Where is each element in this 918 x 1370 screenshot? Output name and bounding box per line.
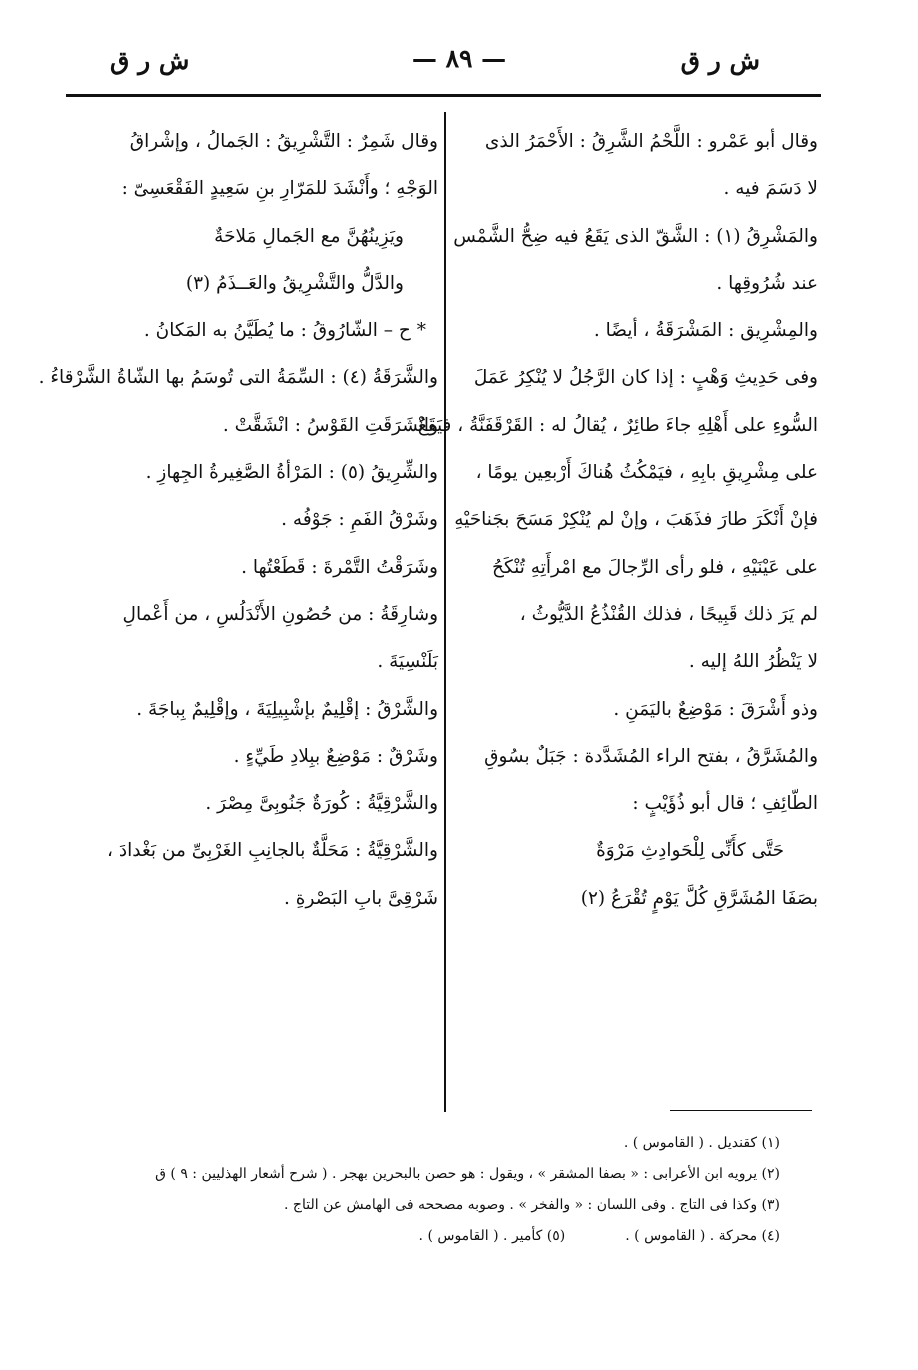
text-line: شَرْقِىَّ بابِ البَصْرةِ .: [284, 887, 438, 909]
text-line: الطّائِفِ ؛ قال أبو ذُؤَيْبٍ :: [632, 793, 818, 815]
text-line: لا دَسَمَ فيه .: [723, 178, 818, 200]
right-column: [417, 118, 818, 922]
column-divider: [444, 112, 446, 1112]
left-column: [38, 118, 438, 922]
text-line: على عَيْنَيْهِ ، فلو رأى الرِّجالَ مع امْرأَتِهِ تُنْكَحُ: [492, 556, 818, 578]
footnote-4: (٤) محركة . ( القاموس ) .: [625, 1228, 780, 1244]
text-line: والمِشْرِيق : المَشْرَقَةُ ، أيضًا .: [593, 320, 818, 342]
footnote-row: [80, 1221, 780, 1252]
text-line: وشَرَقْتُ التَّمْرةَ : قَطَعْتُها .: [241, 556, 438, 578]
verse-line: حَتَّى كأَنِّى لِلْحَوادِثِ مَرْوَةٌ: [596, 840, 784, 862]
text-line: وشارِقَةُ : من حُصُونِ الأَنْدَلُسِ ، من أَعْمالِ: [122, 603, 438, 625]
text-line: وشَرْقٌ : مَوْضِعٌ ببِلادِ طَيِّءٍ .: [233, 745, 438, 767]
running-head-left: ش ر ق: [110, 46, 190, 75]
text-line: وذو أَشْرَقَ : مَوْضِعٌ باليَمَنِ .: [613, 698, 818, 720]
text-line: الوَجْهِ ؛ وأَنْشَدَ للمَرّارِ بنِ سَعِيدٍ الفَقْعَسِىّ :: [121, 178, 438, 200]
text-line: وفى حَدِيثِ وَهْبٍ : إذا كان الرَّجُلُ لا يُنْكِرُ عَمَلَ: [473, 367, 818, 389]
text-line: والشَّرْقُ : إقْلِيمٌ بإشْبِيلِيَةَ ، وإقْلِيمٌ بِباجَةَ .: [136, 698, 438, 720]
text-line: بَلَنْسِيَةَ .: [377, 651, 438, 673]
text-line: والشِّرِيقُ (٥) : المَرْأةُ الصَّغِيرةُ الجِهازِ .: [145, 462, 438, 484]
verse-line: ويَزِينُهُنَّ مع الجَمالِ مَلاحَةٌ: [214, 225, 404, 247]
text-line: وشَرْقُ الفَمِ : جَوْفُه .: [281, 509, 438, 531]
text-line: لا يَنْظُرُ اللهُ إليه .: [688, 651, 818, 673]
footnotes: [80, 1128, 780, 1252]
footnote-2: (٢) يرويه ابن الأعرابى : « بصفا المشقر » ، ويقول : هو حصن بالبحرين بهجر . ( شرح أشعار الهذليين : ٩ ) ق: [155, 1166, 780, 1182]
text-line: فإنْ أَنْكَرَ طارَ فذَهَبَ ، وإنْ لم يُنْكِرْ مَسَحَ بجَناحَيْهِ: [454, 509, 818, 531]
footnote-3: (٣) وكذا فى التاج . وفى اللسان : « والفخر » . وصوبه مصححه فى الهامش عن التاج .: [284, 1197, 780, 1213]
text-line: وانْشَرَقَتِ القَوْسُ : انْشَقَّتْ .: [222, 414, 438, 436]
text-line: عند شُرُوقِها .: [716, 272, 818, 294]
text-line: والشَّرْقِيَّةُ : كُورَةٌ جَنُوبِىَّ مِصْرَ .: [205, 793, 438, 815]
text-line: السُّوءِ على أَهْلِهِ جاءَ طائِرٌ ، يُقالُ له : القَرْقَفَنَّةُ ، فيَقَعُ: [417, 414, 818, 436]
footnote-1: (١) كقنديل . ( القاموس ) .: [623, 1135, 780, 1151]
header-rule: [66, 94, 821, 97]
footnote-rule: [670, 1110, 812, 1111]
text-line: على مِشْرِيقِ بابِهِ ، فيَمْكُثُ هُناكَ أَرْبعِين يومًا ،: [475, 462, 818, 484]
text-line: لم يَرَ ذلك قَبِيحًا ، فذلك القُنْذُعُ الدَّيُّوثُ ،: [519, 603, 818, 625]
text-line: والشَّرَقَةُ (٤) : السِّمَةُ التى تُوسَمُ بها الشّاةُ الشَّرْقاءُ .: [38, 367, 438, 389]
text-line: * ح – الشّارُوقُ : ما يُطَيَّنُ به المَكانُ .: [143, 320, 426, 342]
running-head-right: ش ر ق: [680, 46, 760, 75]
text-line: وقال شَمِرٌ : التَّشْرِيقُ : الجَمالُ ، وإشْراقُ: [129, 131, 438, 152]
text-line: والمُشَرَّقُ ، بفتح الراء المُشَدَّدة : جَبَلٌ بسُوقِ: [484, 745, 818, 767]
footnote-5: (٥) كأمير . ( القاموس ) .: [418, 1228, 566, 1244]
page-number: — ٨٩ —: [411, 44, 507, 73]
text-line: والمَشْرِقُ (١) : الشَّقّ الذى يَقَعُ فيه ضِحُّ الشَّمْس: [453, 225, 818, 247]
verse-line: والدَّلُّ والتَّشْرِيقُ والعَــذَمُ (٣): [185, 272, 404, 294]
text-line: والشَّرْقِيَّةُ : مَحَلَّةٌ بالجانِبِ الغَرْبِىِّ من بَغْدادَ ،: [107, 840, 438, 862]
verse-line: بصَفَا المُشَرَّقِ كُلَّ يَوْمٍ تُقْرَعُ (٢): [580, 887, 818, 909]
text-line: وقال أبو عَمْرو : اللَّحْمُ الشَّرِقُ : الأَحْمَرُ الذى: [484, 131, 818, 152]
